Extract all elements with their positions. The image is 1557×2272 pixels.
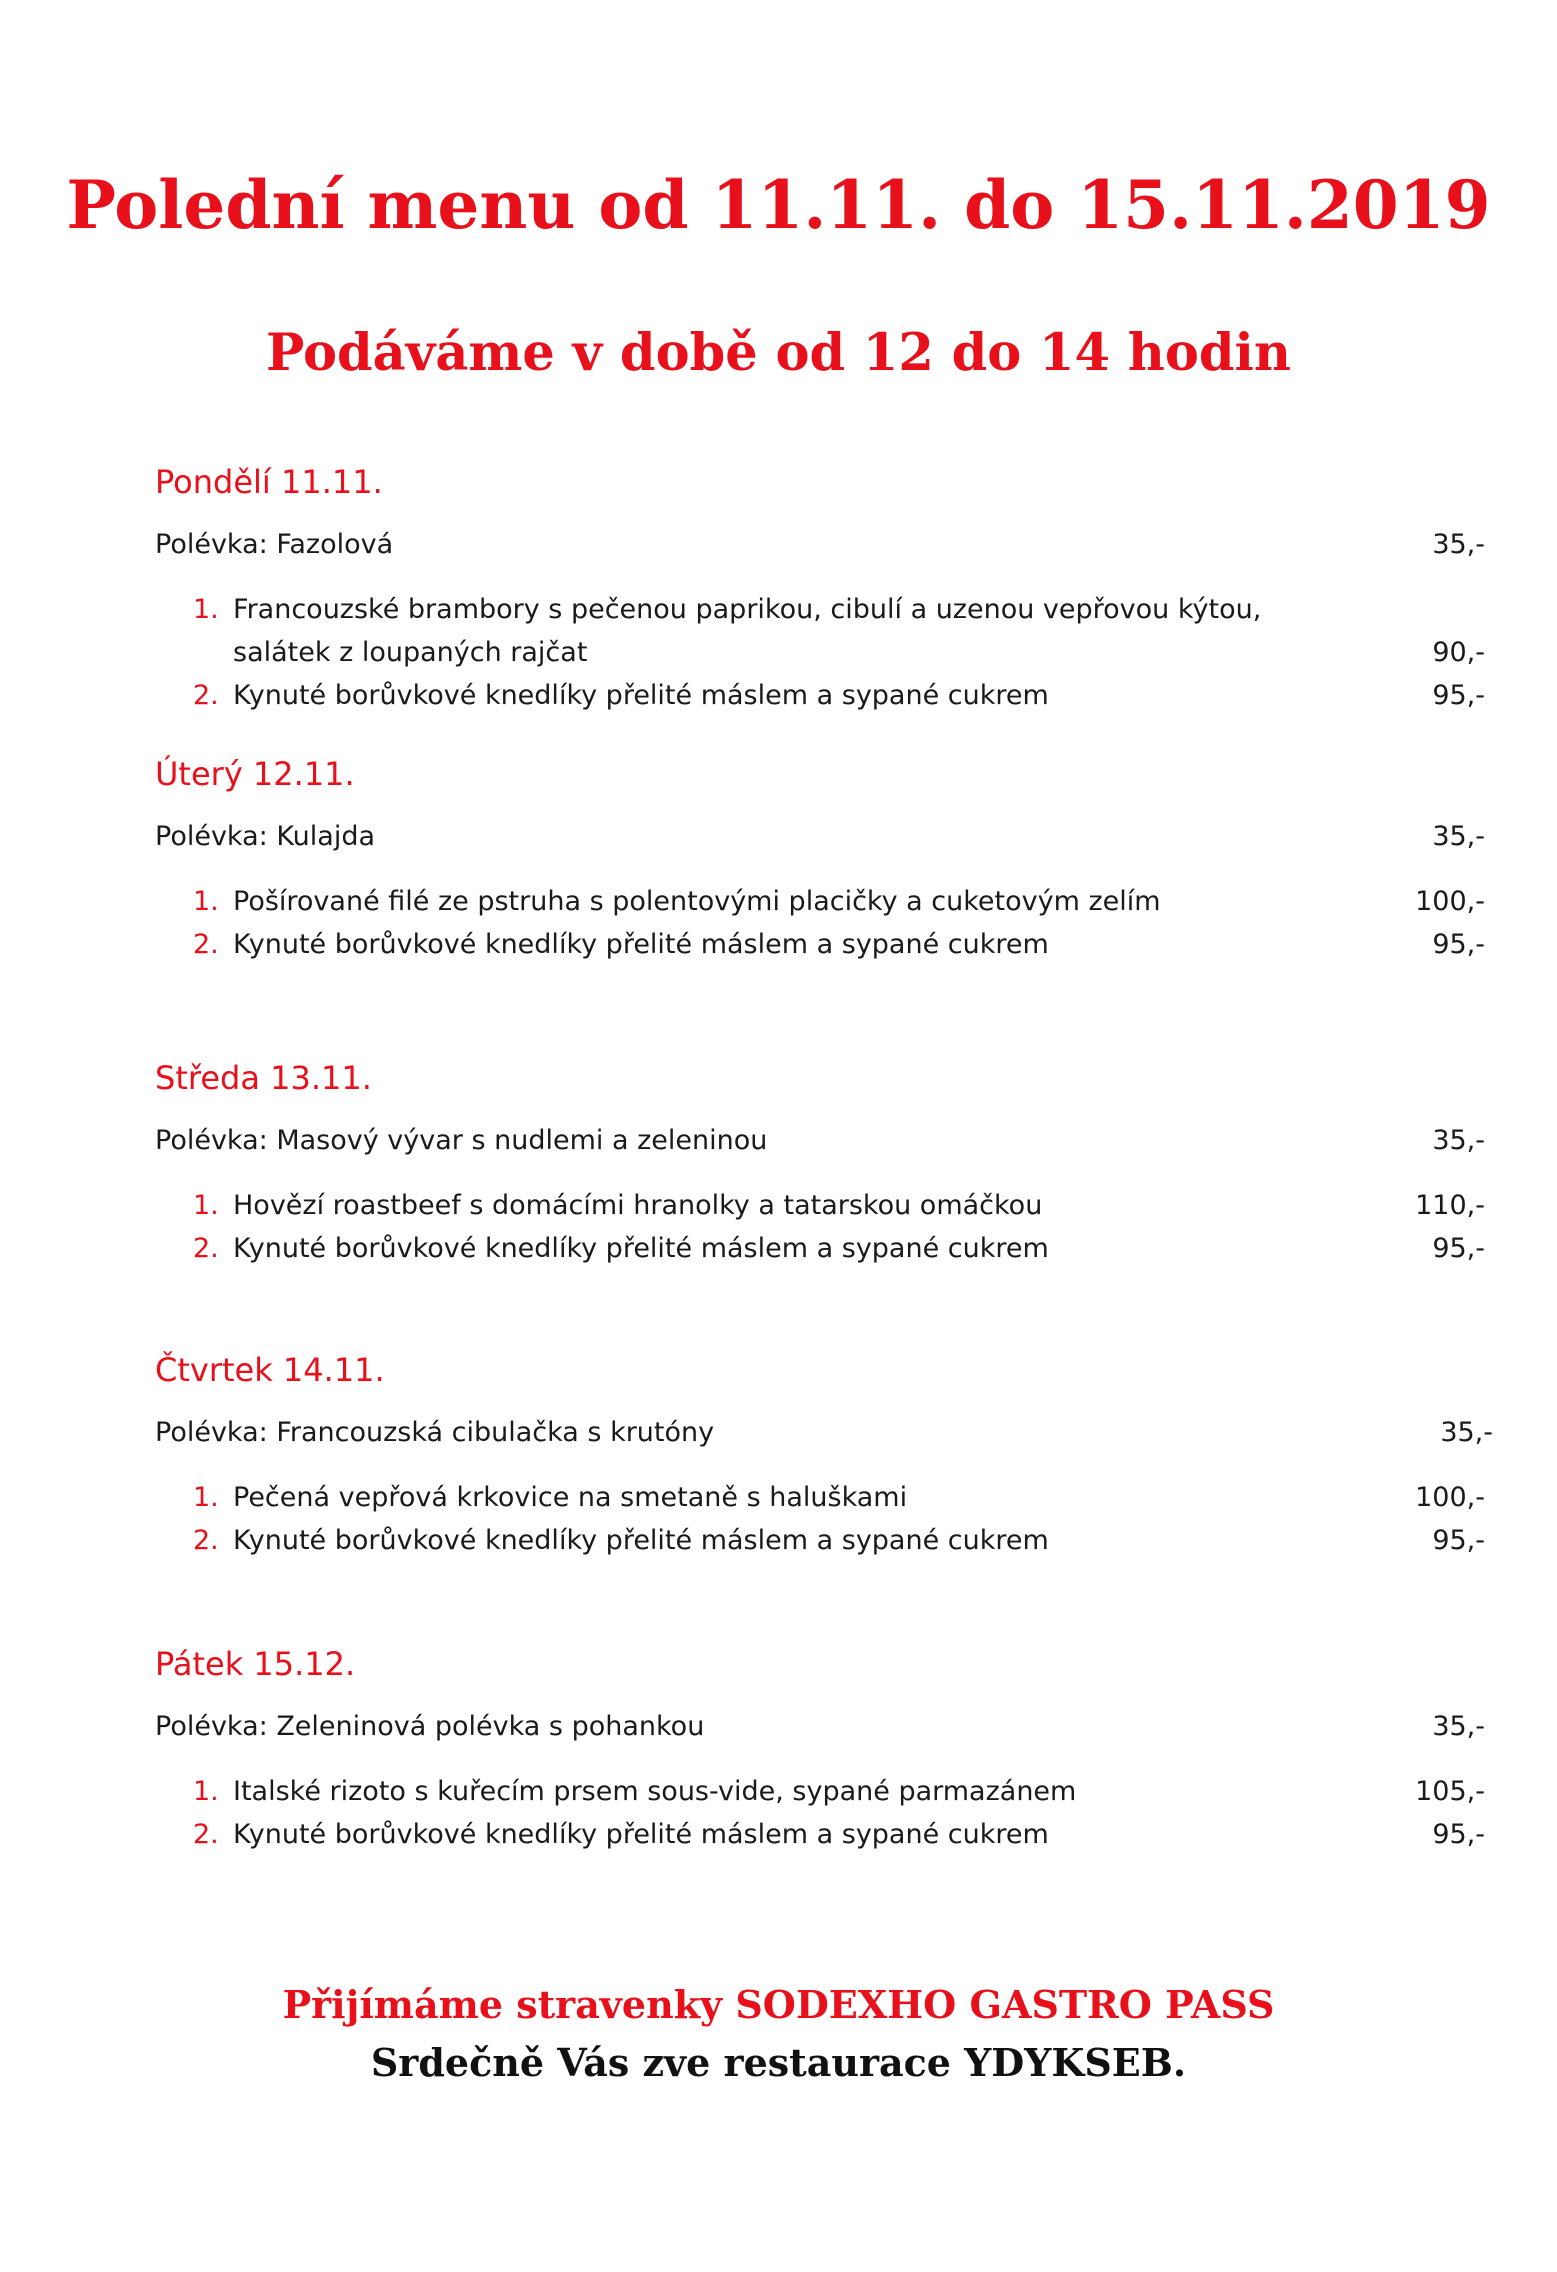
dish-text: Pečená vepřová krkovice na smetaně s haluškami [233,1482,908,1513]
dish-price: 95,- [1432,680,1485,711]
soup-text: Polévka: Masový vývar s nudlemi a zeleninou [155,1125,768,1156]
soup-row [155,523,1485,566]
dish-number: 2. [193,680,219,711]
dish-price: 105,- [1415,1776,1485,1807]
soup-text: Polévka: Zeleninová polévka s pohankou [155,1711,705,1742]
day-heading: Pátek 15.12. [155,1645,356,1683]
day-heading: Čtvrtek 14.11. [155,1351,385,1389]
dish-number: 1. [193,594,219,625]
soup-text: Polévka: Francouzská cibulačka s krutóny [155,1417,715,1448]
page-title: Polední menu od 11.11. do 15.11.2019 [66,166,1491,244]
dish-row [155,674,1485,717]
meal-voucher-note: Přijímáme stravenky SODEXHO GASTRO PASS [282,1982,1275,2027]
dish-text: Pošírované filé ze pstruha s polentovými placičky a cuketovým zelím [233,886,1161,917]
dish-price: 95,- [1432,929,1485,960]
day-heading: Pondělí 11.11. [155,463,383,501]
dish-text: Kynuté borůvkové knedlíky přelité máslem a sypané cukrem [233,1819,1049,1850]
dish-number: 1. [193,1482,219,1513]
dish-price: 95,- [1432,1819,1485,1850]
soup-text: Polévka: Kulajda [155,821,376,852]
dish-number: 1. [193,1776,219,1807]
dish-price: 110,- [1415,1190,1485,1221]
dish-price: 95,- [1432,1525,1485,1556]
dish-row [155,1227,1485,1270]
day-heading: Úterý 12.11. [155,755,355,793]
invitation-note: Srdečně Vás zve restaurace YDYKSEB. [370,2040,1187,2085]
footer [0,1976,1557,2092]
dish-row [155,1184,1485,1227]
soup-row [155,815,1485,858]
dish-row [155,1519,1485,1562]
dish-text: Kynuté borůvkové knedlíky přelité máslem a sypané cukrem [233,1233,1049,1264]
dish-price: 95,- [1432,1233,1485,1264]
soup-row [155,1705,1485,1748]
dish-row [155,923,1485,966]
dish-text: Hovězí roastbeef s domácími hranolky a tatarskou omáčkou [233,1190,1043,1221]
soup-price: 35,- [1440,1417,1493,1448]
soup-row [155,1411,1493,1454]
dish-row [155,1813,1485,1856]
dish-number: 1. [193,1190,219,1221]
serving-hours: Podáváme v době od 12 do 14 hodin [265,323,1291,383]
dish-number: 2. [193,929,219,960]
dish-price: 90,- [1432,637,1485,668]
soup-price: 35,- [1432,529,1485,560]
dish-row [155,1770,1485,1813]
day-thursday [155,1343,1493,1562]
dish-text: Kynuté borůvkové knedlíky přelité máslem a sypané cukrem [233,680,1049,711]
dish-row [155,588,1485,674]
dish-text: Kynuté borůvkové knedlíky přelité máslem a sypané cukrem [233,1525,1049,1556]
dish-text: Kynuté borůvkové knedlíky přelité máslem a sypané cukrem [233,929,1049,960]
dish-number: 2. [193,1233,219,1264]
soup-text: Polévka: Fazolová [155,529,394,560]
dish-price: 100,- [1415,1482,1485,1513]
day-friday [155,1637,1485,1856]
dish-number: 2. [193,1525,219,1556]
soup-price: 35,- [1432,821,1485,852]
day-tuesday [155,747,1485,966]
soup-price: 35,- [1432,1125,1485,1156]
day-heading: Středa 13.11. [155,1059,372,1097]
dish-number: 1. [193,886,219,917]
dish-price: 100,- [1415,886,1485,917]
dish-number: 2. [193,1819,219,1850]
dish-text: Francouzské brambory s pečenou paprikou, cibulí a uzenou vepřovou kýtou, salátek z loupaných rajčat [233,594,1262,668]
soup-price: 35,- [1432,1711,1485,1742]
soup-row [155,1119,1485,1162]
dish-text: Italské rizoto s kuřecím prsem sous-vide, sypané parmazánem [233,1776,1077,1807]
dish-row [155,880,1485,923]
day-monday [155,455,1485,717]
dish-row [155,1476,1485,1519]
day-wednesday [155,1051,1485,1270]
